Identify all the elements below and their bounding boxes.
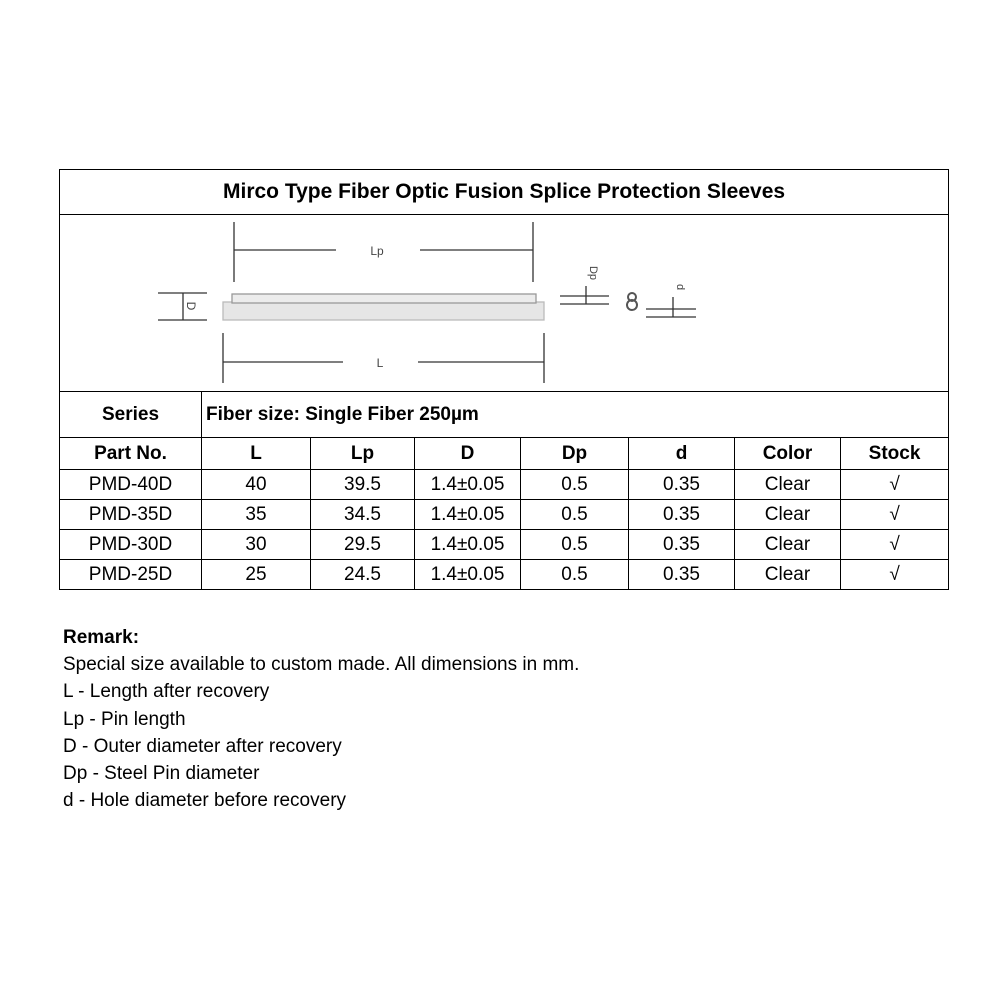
table-row xyxy=(60,500,949,530)
series-value: Fiber size: Single Fiber 250µm xyxy=(202,392,949,438)
table-cell: 1.4±0.05 xyxy=(415,470,521,500)
spec-table xyxy=(59,169,949,590)
table-row xyxy=(60,560,949,590)
table-cell: 1.4±0.05 xyxy=(415,530,521,560)
column-header: Part No. xyxy=(60,438,202,470)
table-cell: 25 xyxy=(202,560,311,590)
table-cell: 0.5 xyxy=(521,470,629,500)
table-cell: 0.35 xyxy=(629,560,735,590)
table-cell: 30 xyxy=(202,530,311,560)
table-cell: 34.5 xyxy=(311,500,415,530)
table-cell: 35 xyxy=(202,500,311,530)
table-cell: PMD-40D xyxy=(60,470,202,500)
column-header: Stock xyxy=(841,438,949,470)
header-row xyxy=(60,438,949,470)
table-cell: Clear xyxy=(735,470,841,500)
remark-line: D - Outer diameter after recovery xyxy=(63,735,342,757)
table-cell: 0.35 xyxy=(629,470,735,500)
table-cell: Clear xyxy=(735,560,841,590)
dp-label: Dp xyxy=(587,265,599,281)
table-cell: 0.5 xyxy=(521,560,629,590)
remarks-title: Remark: xyxy=(63,627,140,648)
remark-line: Lp - Pin length xyxy=(63,708,186,730)
table-cell: √ xyxy=(841,500,949,530)
table-row xyxy=(60,470,949,500)
remark-line: Dp - Steel Pin diameter xyxy=(63,763,260,785)
column-header: Lp xyxy=(311,438,415,470)
table-cell: PMD-30D xyxy=(60,530,202,560)
column-header: d xyxy=(629,438,735,470)
column-header: D xyxy=(415,438,521,470)
column-header: Dp xyxy=(521,438,629,470)
d-outer-label: D xyxy=(184,301,198,311)
column-header: L xyxy=(202,438,311,470)
table-title: Mirco Type Fiber Optic Fusion Splice Protection Sleeves xyxy=(60,170,949,215)
table-cell: 0.35 xyxy=(629,500,735,530)
table-cell: 0.35 xyxy=(629,530,735,560)
table-cell: Clear xyxy=(735,500,841,530)
diagram-cell xyxy=(60,215,949,392)
lp-label: Lp xyxy=(370,244,384,258)
remark-line: d - Hole diameter before recovery xyxy=(63,790,347,812)
table-cell: 1.4±0.05 xyxy=(415,560,521,590)
table-cell: Clear xyxy=(735,530,841,560)
series-label: Series xyxy=(60,392,202,438)
table-cell: 29.5 xyxy=(311,530,415,560)
table-row xyxy=(60,530,949,560)
table-cell: PMD-35D xyxy=(60,500,202,530)
table-cell: 1.4±0.05 xyxy=(415,500,521,530)
d-hole-label: d xyxy=(674,283,686,291)
table-cell: 40 xyxy=(202,470,311,500)
remark-line: Special size available to custom made. All dimensions in mm. xyxy=(63,654,580,676)
table-cell: 39.5 xyxy=(311,470,415,500)
table-cell: √ xyxy=(841,470,949,500)
table-cell: 0.5 xyxy=(521,500,629,530)
remarks xyxy=(63,624,579,814)
table-cell: 0.5 xyxy=(521,530,629,560)
remark-line: L - Length after recovery xyxy=(63,681,270,703)
l-label: L xyxy=(376,356,384,370)
column-header: Color xyxy=(735,438,841,470)
table-cell: √ xyxy=(841,560,949,590)
table-cell: 24.5 xyxy=(311,560,415,590)
table-cell: PMD-25D xyxy=(60,560,202,590)
table-cell: √ xyxy=(841,530,949,560)
